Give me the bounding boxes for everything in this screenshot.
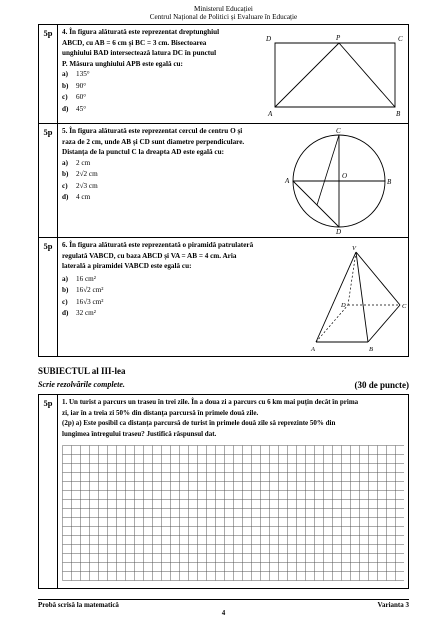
label-B: B <box>387 178 392 186</box>
circle-figure <box>284 128 394 234</box>
footer-left: Probă scrisă la matematică <box>38 601 119 609</box>
question-4-text-4: P. Măsura unghiului APB este egală cu: <box>62 59 183 68</box>
question-4-option-d: d) 45° <box>62 104 87 113</box>
question-5-option-c: c) 2√3 cm <box>62 181 98 190</box>
pyramid-figure <box>286 242 416 354</box>
label-P: P <box>336 34 341 42</box>
answer-grid[interactable] <box>62 445 404 583</box>
question-6-option-d: d) 32 cm² <box>62 309 96 317</box>
question-4-cell <box>58 25 409 124</box>
footer-right: Varianta 3 <box>377 601 409 609</box>
footer-rule <box>38 599 409 600</box>
question-5-option-a: a) 2 cm <box>62 158 91 167</box>
label-C: C <box>336 128 341 135</box>
question-5-row <box>39 124 409 238</box>
label-B: B <box>369 346 373 353</box>
question-6-text-1: 6. În figura alăturată este reprezentată o piramidă patrulateră <box>62 241 254 249</box>
question-4-text-3: unghiului BAD intersectează latura DC în punctul <box>62 49 217 57</box>
label-A: A <box>311 346 315 353</box>
question-4-points: 5p <box>39 25 58 124</box>
label-B: B <box>396 110 401 118</box>
question-4-option-b: b) 90° <box>62 81 87 90</box>
question-4-row <box>39 25 409 124</box>
problem-1-text-1: 1. Un turist a parcurs un traseu în trei zile. În a doua zi a parcurs cu 6 km mai puțin decât în prima <box>62 398 359 406</box>
problem-1-table <box>38 394 409 589</box>
question-6-option-a: a) 16 cm² <box>62 274 96 283</box>
question-5-points: 5p <box>39 124 58 238</box>
label-V: V <box>352 245 356 252</box>
problem-1-row <box>39 395 409 589</box>
label-C: C <box>398 35 403 43</box>
question-6-row <box>39 238 409 357</box>
question-6-cell <box>58 238 409 357</box>
question-5-option-b: b) 2√2 cm <box>62 170 98 178</box>
question-5-text-1: 5. În figura alăturată este reprezentat cercul de centru O și <box>62 127 243 135</box>
question-6-text-3: laterală a piramidei VABCD este egală cu: <box>62 262 192 270</box>
problem-1-text-3: (2p) a) Este posibil ca distanța parcursă de turist în primele două zile să reprezinte 50% din <box>62 419 336 427</box>
problem-1-cell <box>58 395 409 589</box>
label-D: D <box>336 228 342 234</box>
label-A: A <box>285 177 290 185</box>
question-5-text-2: raza de 2 cm, unde AB și CD sunt diametre perpendiculare. <box>62 137 245 146</box>
question-6-option-b: b) 16√2 cm² <box>62 286 104 294</box>
rectangle-figure <box>265 31 411 119</box>
question-6-points: 5p <box>39 238 58 357</box>
question-4-option-c: c) 60° <box>62 93 87 101</box>
question-6-text-2: regulată VABCD, cu baza ABCD și VA = AB = 4 cm. Aria <box>62 251 237 260</box>
question-6-option-c: c) 16√3 cm² <box>62 297 104 306</box>
problem-1-text-4: lungimea întregului traseu? Justifică răspunsul dat. <box>62 429 217 438</box>
question-4-text-2: ABCD, cu AB = 6 cm și BC = 3 cm. Bisectoarea <box>62 38 207 47</box>
header-center: Centrul Național de Politici și Evaluare în Educație <box>149 13 298 21</box>
section-3-instruction: Scrie rezolvările complete. <box>38 380 125 389</box>
label-O: O <box>342 172 348 180</box>
header-ministry: Ministerul Educației <box>194 5 253 13</box>
section-3-points: (30 de puncte) <box>354 380 409 390</box>
question-5-text-3: Distanța de la punctul C la dreapta AD este egală cu: <box>62 148 224 156</box>
problem-1-text-2: zi, iar în a treia zi 50% din distanța parcursă în primele două zile. <box>62 408 259 417</box>
question-5-option-d: d) 4 cm <box>62 193 91 201</box>
label-D: D <box>266 35 272 43</box>
label-C: C <box>402 303 407 310</box>
section-3-title: SUBIECTUL al III-lea <box>38 366 126 376</box>
question-4-text-1: 4. În figura alăturată este reprezentat dreptunghiul <box>62 28 220 36</box>
questions-table <box>38 24 409 357</box>
problem-1-points: 5p <box>39 395 58 589</box>
question-5-cell <box>58 124 409 238</box>
label-A: A <box>268 110 273 118</box>
footer-page: 4 <box>221 609 226 617</box>
question-4-option-a: a) 135° <box>62 70 90 78</box>
label-D: D <box>341 302 346 309</box>
